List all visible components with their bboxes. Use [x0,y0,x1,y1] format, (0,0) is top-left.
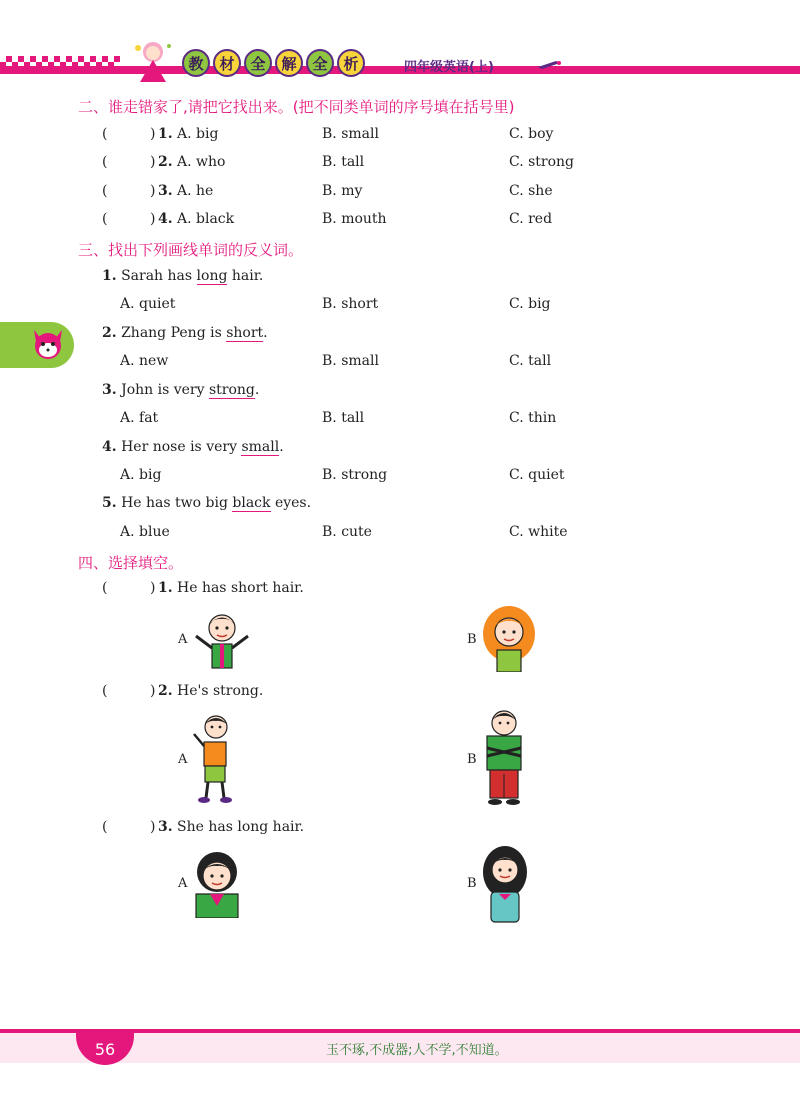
footer-motto: 玉不琢,不成器;人不学,不知道。 [326,1043,508,1058]
question-sentence [102,382,259,398]
underlined-word: black [232,495,271,511]
option-a: A. he [177,183,214,199]
title-char: 析 [337,49,365,77]
header-band [0,66,800,74]
answer-paren-close: ) [150,683,156,699]
girl-curly-hair-picture [479,604,539,672]
grade-label: 四年级英语(上) [404,60,494,75]
option-c: C. strong [509,154,575,170]
question-text: He's strong. [177,683,264,699]
option-b: B. tall [322,154,365,170]
option-b: B. short [322,296,379,312]
item-number: 1. [158,580,173,596]
item-number: 1. [158,126,173,142]
answer-paren-open: ( [102,819,108,835]
option-c: C. quiet [509,467,565,483]
question-sentence [102,325,268,341]
underlined-word: small [241,439,280,455]
option-a: A. new [120,353,169,369]
option-a: A. big [177,126,219,142]
item-number: 3. [158,183,173,199]
fairy-mascot-icon [128,38,178,84]
underlined-word: short [226,325,264,341]
sentence-end: eyes. [270,495,312,511]
sentence-end: . [263,325,268,341]
title-char: 全 [244,49,272,77]
choice-label-b: B [467,632,477,647]
side-tab [0,322,74,368]
answer-paren-close: ) [150,580,156,596]
sentence-start: John is very [121,382,209,398]
option-b: B. strong [322,467,388,483]
item-number: 2. [102,325,117,341]
section-2-title: 二、谁走错家了,请把它找出来。(把不同类单词的序号填在括号里) [78,98,515,116]
choice-label-b: B [467,752,477,767]
question-sentence [102,495,311,511]
option-b: B. tall [322,410,365,426]
question-sentence [102,439,284,455]
answer-paren-open: ( [102,580,108,596]
option-a: A. quiet [120,296,176,312]
option-c: C. red [509,211,553,227]
title-char: 材 [213,49,241,77]
item-number: 2. [158,154,173,170]
title-char: 解 [275,49,303,77]
option-a: A. fat [120,410,159,426]
sentence-start: Her nose is very [121,439,242,455]
pen-icon [538,59,562,69]
question-sentence [102,268,263,284]
question-text: He has short hair. [177,580,304,596]
option-c: C. tall [509,353,552,369]
item-number: 5. [102,495,117,511]
sentence-end: hair. [227,268,264,284]
choice-label-b: B [467,876,477,891]
section-4-title: 四、选择填空。 [78,554,184,572]
underlined-word: long [196,268,228,284]
title-char: 全 [306,49,334,77]
answer-paren-close: ) [150,154,156,170]
item-number: 2. [158,683,173,699]
option-b: B. small [322,126,379,142]
sentence-end: . [279,439,284,455]
fox-mascot-icon [30,326,66,364]
section-3-title: 三、找出下列画线单词的反义词。 [78,241,304,259]
boy-short-hair-picture [190,606,254,670]
girl-long-hair-picture [479,844,531,924]
option-c: C. white [509,524,568,540]
option-b: B. mouth [322,211,387,227]
question-text: She has long hair. [177,819,305,835]
sentence-start: Sarah has [121,268,197,284]
option-b: B. cute [322,524,372,540]
choice-label-a: A [178,876,188,891]
option-a: A. black [177,211,235,227]
answer-paren-close: ) [150,183,156,199]
answer-paren-open: ( [102,211,108,227]
option-a: A. big [120,467,162,483]
option-b: B. small [322,353,379,369]
title-char: 教 [182,49,210,77]
sentence-start: He has two big [121,495,233,511]
thin-boy-picture [192,712,238,804]
answer-paren-open: ( [102,126,108,142]
option-a: A. who [177,154,226,170]
option-b: B. my [322,183,363,199]
girl-short-hair-picture [192,848,242,918]
sentence-start: Zhang Peng is [121,325,227,341]
item-number: 1. [102,268,117,284]
item-number: 4. [102,439,117,455]
item-number: 4. [158,211,173,227]
answer-paren-close: ) [150,819,156,835]
sentence-end: . [254,382,260,398]
answer-paren-open: ( [102,154,108,170]
answer-paren-open: ( [102,183,108,199]
option-c: C. thin [509,410,557,426]
page-number: 56 [76,1033,134,1065]
item-number: 3. [102,382,117,398]
item-number: 3. [158,819,173,835]
answer-paren-close: ) [150,126,156,142]
strong-boy-picture [479,708,529,808]
option-c: C. big [509,296,551,312]
option-a: A. blue [120,524,170,540]
option-c: C. she [509,183,553,199]
underlined-word: strong [208,382,255,398]
book-title [182,49,365,79]
answer-paren-open: ( [102,683,108,699]
answer-paren-close: ) [150,211,156,227]
choice-label-a: A [178,752,188,767]
choice-label-a: A [178,632,188,647]
option-c: C. boy [509,126,554,142]
